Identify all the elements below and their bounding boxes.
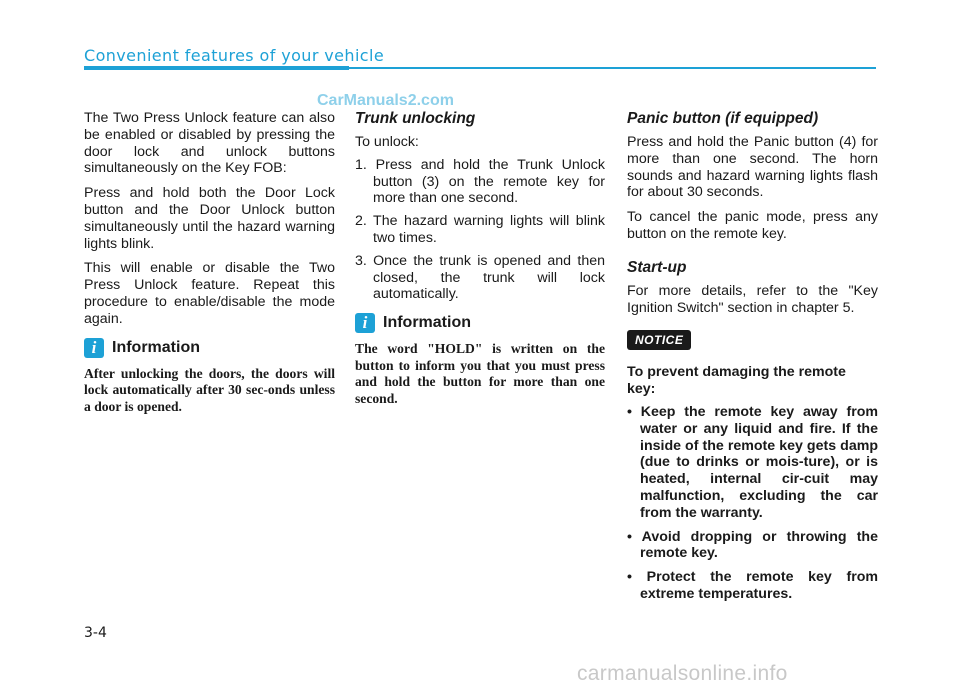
trunk-unlocking-heading: Trunk unlocking <box>355 110 476 127</box>
section-header-title: Convenient features of your vehicle <box>84 46 385 65</box>
information-body: The word "HOLD" is written on the button to inform you that you must press and hold the button for more than one second. <box>355 341 605 406</box>
list-item: 2. The hazard warning lights will blink two times. <box>355 213 605 246</box>
paragraph: For more details, refer to the "Key Ignition Switch" section in chapter 5. <box>627 282 878 316</box>
paragraph: Press and hold both the Door Lock button and the Door Unlock button simultaneously until the hazard warning lights blink. <box>84 185 335 252</box>
information-title: Information <box>112 338 200 356</box>
panic-button-heading: Panic button (if equipped) <box>627 110 819 127</box>
info-icon: i <box>355 313 375 333</box>
column-3 <box>627 110 878 610</box>
notice-lead: To prevent damaging the remote key: <box>627 364 846 398</box>
column-1 <box>84 110 335 415</box>
steps-list <box>355 157 605 303</box>
start-up-heading: Start-up <box>627 258 687 276</box>
information-heading <box>84 338 335 358</box>
information-title: Information <box>383 314 471 332</box>
column-2 <box>355 110 605 407</box>
paragraph: To cancel the panic mode, press any button on the remote key. <box>627 209 878 242</box>
list-item: • Avoid dropping or throwing the remote key. <box>627 528 878 562</box>
header-rule-accent <box>84 66 349 70</box>
list-item: • Keep the remote key away from water or any liquid and fire. If the inside of the remote key gets damp (due to drinks or mois-ture), or is heated, internal cir-cuit may malfunction, excluding the car from the warranty. <box>627 403 878 521</box>
list-item: 1. Press and hold the Trunk Unlock button (3) on the remote key for more than one second. <box>355 156 605 207</box>
info-icon: i <box>84 338 104 358</box>
list-item: 3. Once the trunk is opened and then closed, the trunk will lock automatically. <box>355 252 605 303</box>
information-heading <box>355 313 605 333</box>
list-item: • Protect the remote key from extreme temperatures. <box>627 569 878 602</box>
notice-badge: NOTICE <box>627 330 691 350</box>
header-rule <box>349 67 876 69</box>
page-number: 3-4 <box>84 625 107 641</box>
paragraph: Press and hold the Panic button (4) for more than one second. The horn sounds and hazard warning lights flash for about 30 seconds. <box>627 134 878 201</box>
notice-list <box>627 404 878 603</box>
paragraph: The Two Press Unlock feature can also be enabled or disabled by pressing the door lock and unlock buttons simultaneously on the Key FOB: <box>84 110 335 177</box>
paragraph: To unlock: <box>355 134 419 150</box>
paragraph: This will enable or disable the Two Press Unlock feature. Repeat this procedure to enable/disable the mode again. <box>84 260 335 327</box>
watermark-bottom: carmanualsonline.info <box>577 662 788 685</box>
watermark-top: CarManuals2.com <box>317 92 454 109</box>
information-body: After unlocking the doors, the doors will lock automatically after 30 sec-onds unless a door is opened. <box>84 365 335 414</box>
